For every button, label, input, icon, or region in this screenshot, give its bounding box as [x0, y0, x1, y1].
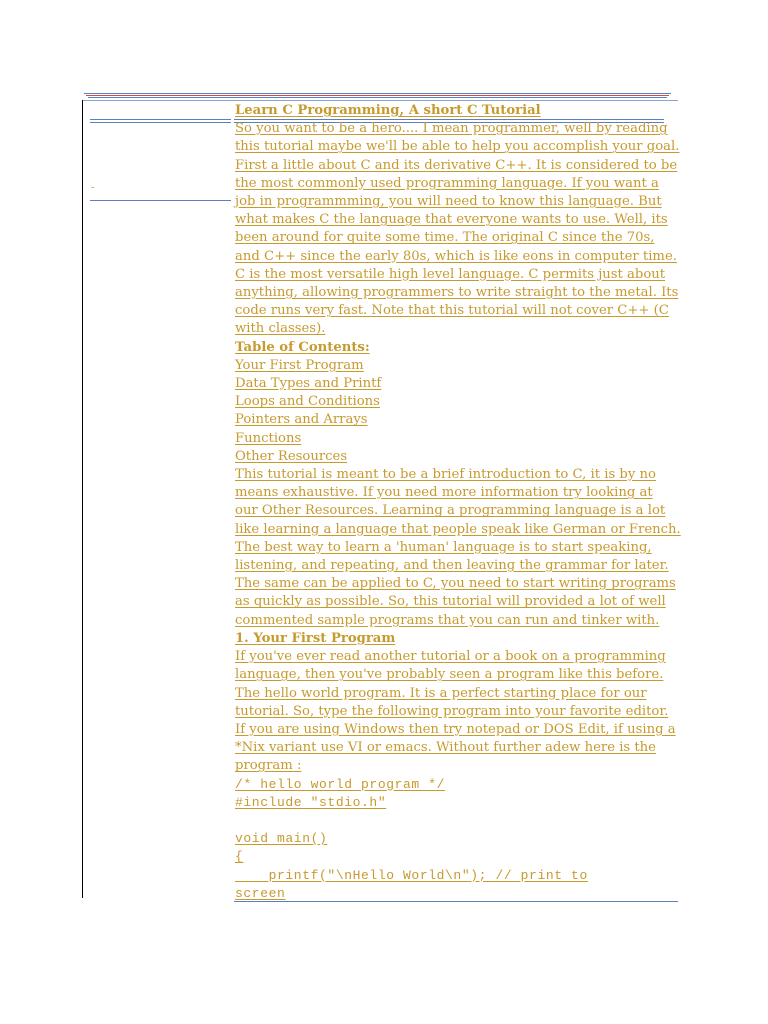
- left-column-dash: -: [91, 182, 95, 193]
- left-page-border: [82, 100, 83, 898]
- table-of-contents: [235, 357, 681, 466]
- article-content: [235, 102, 681, 903]
- paragraph-line[interactable]: If you've ever read another tutorial or a book on a programming: [235, 649, 666, 665]
- intro-line[interactable]: this tutorial maybe we'll be able to help you accomplish your goal.: [235, 139, 680, 155]
- paragraph-line[interactable]: means exhaustive. If you need more information try looking at: [235, 485, 653, 501]
- section-1-heading[interactable]: 1. Your First Program: [235, 630, 396, 646]
- code-blank-line: [235, 812, 681, 830]
- toc-link-functions[interactable]: Functions: [235, 430, 302, 446]
- left-column-rule-2: [90, 122, 231, 123]
- paragraph-line[interactable]: The best way to learn a 'human' language is to start speaking,: [235, 539, 652, 555]
- left-column-rule-1: [90, 119, 231, 120]
- intro-line[interactable]: and C++ since the early 80s, which is like eons in computer time.: [235, 248, 677, 264]
- top-rule-blue-1: [84, 93, 671, 94]
- paragraph-line[interactable]: commented sample programs that you can run and tinker with.: [235, 612, 660, 628]
- paragraph-line[interactable]: as quickly as possible. So, this tutorial will provided a lot of well: [235, 594, 666, 610]
- left-column-rule-3: [90, 200, 231, 201]
- intro-line[interactable]: code runs very fast. Note that this tutorial will not cover C++ (C: [235, 303, 669, 319]
- code-sample: [235, 776, 681, 903]
- code-line: /* hello world program */: [235, 776, 446, 792]
- intro-line[interactable]: So you want to be a hero.... I mean programmer, well by reading: [235, 121, 668, 137]
- top-rule-blue-2: [88, 97, 667, 98]
- paragraph-line[interactable]: our Other Resources. Learning a programming language is a lot: [235, 503, 666, 519]
- toc-link-pointers[interactable]: Pointers and Arrays: [235, 412, 368, 428]
- toc-heading[interactable]: Table of Contents:: [235, 339, 370, 355]
- paragraph-line[interactable]: The hello world program. It is a perfect starting place for our: [235, 685, 647, 701]
- paragraph-line[interactable]: language, then you've probably seen a program like this before.: [235, 667, 664, 683]
- top-rule-blue-3: [82, 100, 678, 101]
- intro-line[interactable]: job in programmming, you will need to know this language. But: [235, 194, 662, 210]
- intro-line[interactable]: anything, allowing programmers to write straight to the metal. Its: [235, 285, 679, 301]
- paragraph-line[interactable]: program :: [235, 758, 302, 774]
- paragraph-line[interactable]: This tutorial is meant to be a brief introduction to C, it is by no: [235, 467, 656, 483]
- toc-link-other-resources[interactable]: Other Resources: [235, 448, 348, 464]
- code-line: #include "stdio.h": [235, 794, 387, 810]
- intro-line[interactable]: with classes).: [235, 321, 326, 337]
- paragraph-line[interactable]: like learning a language that people speak like German or French.: [235, 521, 681, 537]
- code-line: void main(): [235, 831, 328, 847]
- article-title[interactable]: Learn C Programming, A short C Tutorial: [235, 103, 541, 118]
- code-line: screen: [235, 885, 286, 901]
- toc-link-data-types[interactable]: Data Types and Printf: [235, 376, 382, 392]
- top-rule-red: [86, 95, 669, 96]
- intro-line[interactable]: the most commonly used programming language. If you want a: [235, 175, 659, 191]
- section-1-paragraph: [235, 648, 681, 775]
- code-line: {: [235, 849, 244, 865]
- paragraph-line[interactable]: listening, and repeating, and then leaving the grammar for later.: [235, 558, 669, 574]
- intro-line[interactable]: been around for quite some time. The original C since the 70s,: [235, 230, 655, 246]
- tutorial-paragraph: [235, 466, 681, 630]
- toc-link-your-first-program[interactable]: Your First Program: [235, 357, 364, 373]
- intro-line[interactable]: C is the most versatile high level language. C permits just about: [235, 266, 666, 282]
- intro-paragraph: [235, 120, 681, 338]
- toc-link-loops[interactable]: Loops and Conditions: [235, 394, 380, 410]
- paragraph-line[interactable]: tutorial. So, type the following program into your favorite editor.: [235, 703, 669, 719]
- intro-line[interactable]: what makes C the language that everyone wants to use. Well, its: [235, 212, 668, 228]
- intro-line[interactable]: First a little about C and its derivative C++. It is considered to be: [235, 157, 678, 173]
- paragraph-line[interactable]: If you are using Windows then try notepad or DOS Edit, if using a: [235, 721, 676, 737]
- code-line: printf("\nHello World\n"); // print to: [235, 867, 588, 883]
- paragraph-line[interactable]: *Nix variant use VI or emacs. Without further adew here is the: [235, 740, 656, 756]
- paragraph-line[interactable]: The same can be applied to C, you need to start writing programs: [235, 576, 676, 592]
